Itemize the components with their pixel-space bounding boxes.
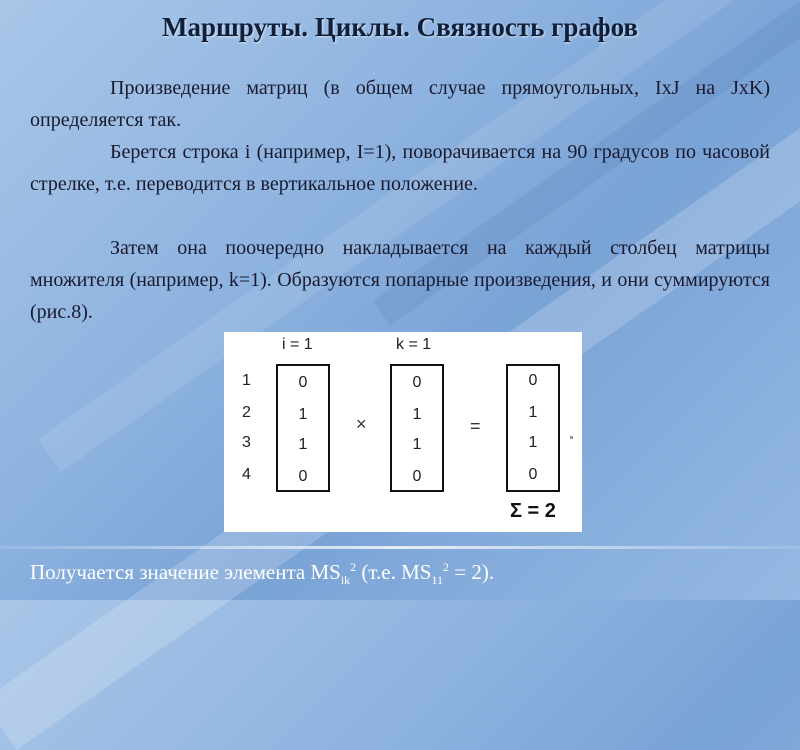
cell: 0 [298, 374, 308, 391]
row-number: 3 [242, 434, 251, 451]
cell: 0 [528, 466, 538, 483]
paragraph-1 [30, 72, 770, 136]
cell: 0 [412, 374, 422, 391]
conclusion-prefix: Получается значение элемента MS [30, 560, 341, 584]
cell: 1 [528, 404, 538, 421]
conclusion-suffix: = 2). [449, 560, 495, 584]
stray-dot [570, 436, 573, 439]
paragraph-3 [30, 232, 770, 328]
label-i: i = 1 [282, 336, 313, 353]
cell: 1 [298, 436, 308, 453]
cell: 0 [298, 468, 308, 485]
row-number: 4 [242, 466, 251, 483]
sum-label: Σ = 2 [510, 500, 556, 522]
cell: 1 [528, 434, 538, 451]
matrix-product-figure [224, 332, 582, 532]
cell: 1 [298, 406, 308, 423]
conclusion-middle: (т.е. MS [356, 560, 432, 584]
divider-line [0, 546, 800, 549]
paragraph-1-text: Произведение матриц (в общем случае прямоугольных, IxJ на JxK) определяется так. [30, 77, 770, 131]
cell: 0 [412, 468, 422, 485]
cell: 0 [528, 372, 538, 389]
row-number: 2 [242, 404, 251, 421]
slide-title: Маршруты. Циклы. Связность графов [161, 12, 639, 42]
subscript-ik: ik [340, 573, 351, 588]
label-k: k = 1 [396, 336, 432, 353]
result-vector [506, 364, 560, 492]
equals-sign: = [470, 416, 481, 436]
cell: 1 [412, 436, 422, 453]
column-vector-k [390, 364, 444, 492]
row-number: 1 [242, 372, 251, 389]
paragraph-2-text: Берется строка i (например, I=1), поворачивается на 90 градусов по часовой стрелке, т.е. переводится в вертикальное положение. [30, 141, 770, 195]
superscript-2: 2 [443, 560, 449, 574]
paragraph-2 [30, 136, 770, 200]
conclusion-text [30, 552, 494, 595]
row-vector-i [276, 364, 330, 492]
cell: 1 [412, 406, 422, 423]
paragraph-3-text: Затем она поочередно накладывается на каждый столбец матрицы множителя (например, k=1). Образуются попарные произведения, и они суммируются (рис.8). [30, 237, 770, 323]
superscript-2: 2 [350, 560, 357, 574]
times-sign: × [356, 414, 367, 434]
subscript-11: 11 [431, 573, 443, 588]
